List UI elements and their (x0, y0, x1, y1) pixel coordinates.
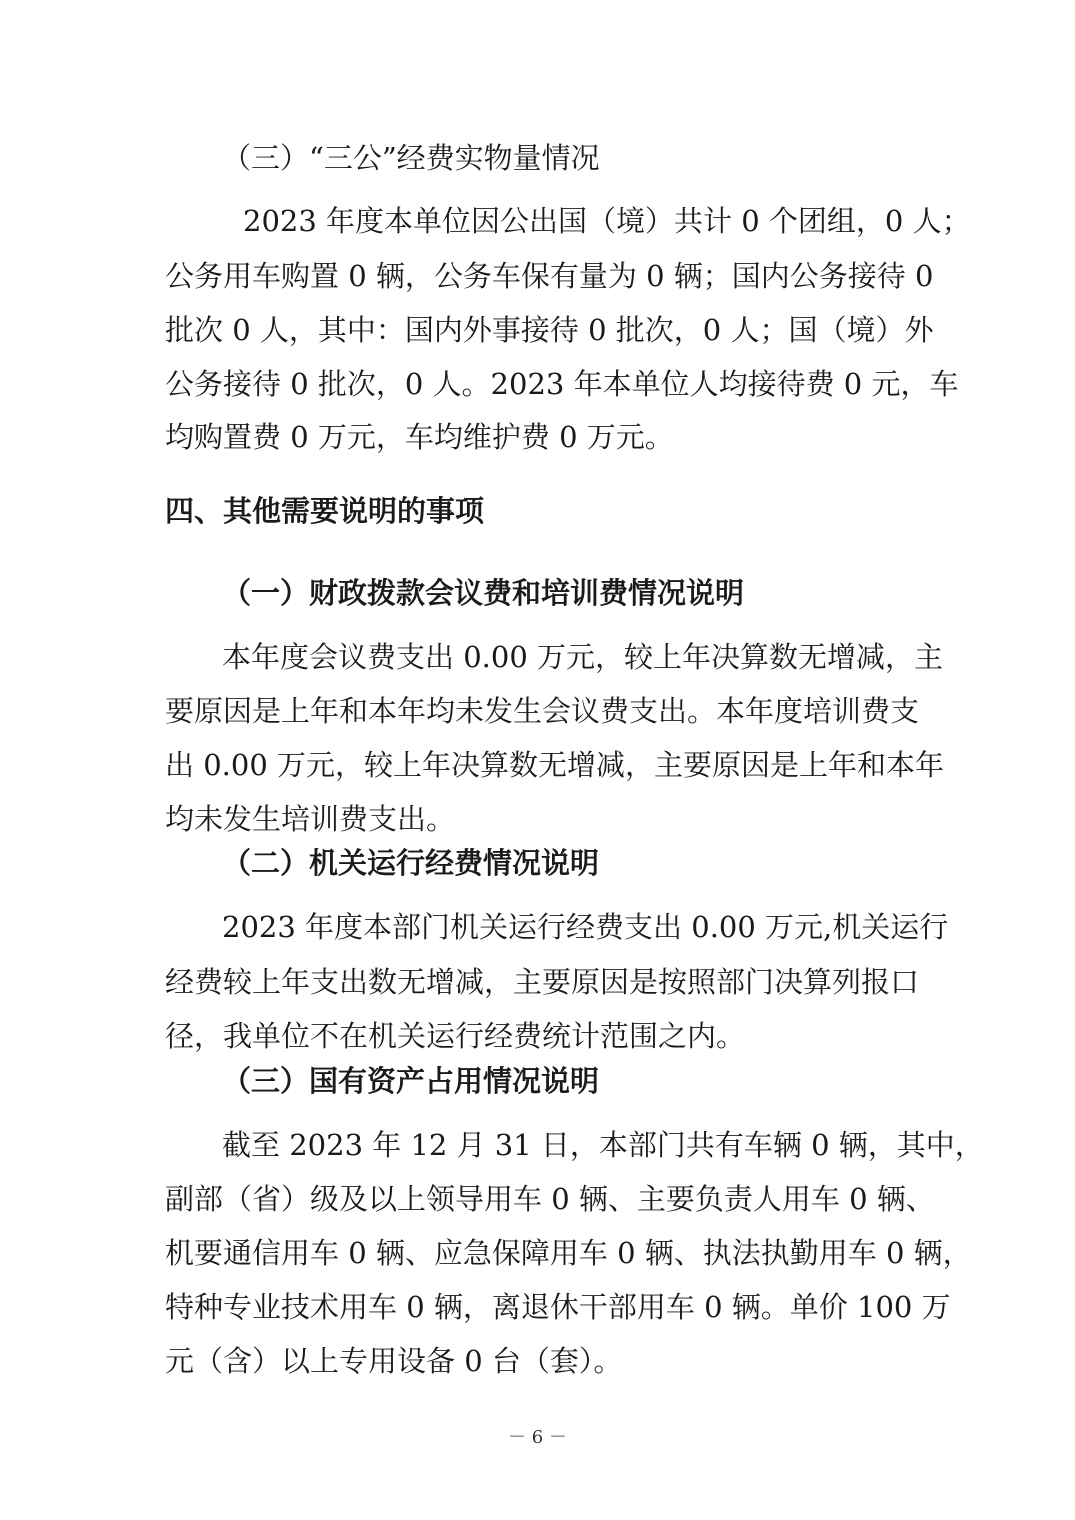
section-heading-sangong: （三）“三公”经费实物量情况 (222, 141, 600, 175)
paragraph-line: 本年度会议费支出 0.00 万元，较上年决算数无增减，主 (222, 640, 944, 674)
paragraph-line: 副部（省）级及以上领导用车 0 辆、主要负责人用车 0 辆、 (165, 1182, 935, 1216)
paragraph-line: 径，我单位不在机关运行经费统计范围之内。 (165, 1019, 746, 1053)
paragraph-line: 2023 年度本单位因公出国（境）共计 0 个团组，0 人； (243, 204, 971, 238)
paragraph-line: 公务接待 0 批次，0 人。2023 年本单位人均接待费 0 元，车 (165, 367, 959, 401)
paragraph-line: 机要通信用车 0 辆、应急保障用车 0 辆、执法执勤用车 0 辆， (165, 1236, 972, 1270)
paragraph-line: 截至 2023 年 12 月 31 日，本部门共有车辆 0 辆，其中， (222, 1128, 984, 1162)
paragraph-line: 经费较上年支出数无增减，主要原因是按照部门决算列报口 (165, 965, 920, 999)
paragraph-line: 均购置费 0 万元，车均维护费 0 万元。 (165, 420, 674, 454)
paragraph-line: 2023 年度本部门机关运行经费支出 0.00 万元,机关运行 (222, 910, 949, 944)
paragraph-line: 元（含）以上专用设备 0 台（套）。 (165, 1344, 623, 1378)
paragraph-line: 批次 0 人，其中：国内外事接待 0 批次，0 人；国（境）外 (165, 313, 934, 347)
paragraph-line: 均未发生培训费支出。 (165, 802, 456, 836)
paragraph-line: 公务用车购置 0 辆，公务车保有量为 0 辆；国内公务接待 0 (165, 259, 934, 293)
subsection-heading-state-assets: （三）国有资产占用情况说明 (222, 1064, 600, 1098)
subsection-heading-operating-expenses: （二）机关运行经费情况说明 (222, 846, 600, 880)
part-four-heading: 四、其他需要说明的事项 (165, 494, 485, 528)
page-number: － 6 － (508, 1427, 567, 1448)
paragraph-line: 出 0.00 万元，较上年决算数无增减，主要原因是上年和本年 (165, 748, 945, 782)
paragraph-line: 特种专业技术用车 0 辆，离退休干部用车 0 辆。单价 100 万 (165, 1290, 951, 1324)
subsection-heading-meeting-training: （一）财政拨款会议费和培训费情况说明 (222, 576, 745, 610)
paragraph-line: 要原因是上年和本年均未发生会议费支出。本年度培训费支 (165, 694, 920, 728)
